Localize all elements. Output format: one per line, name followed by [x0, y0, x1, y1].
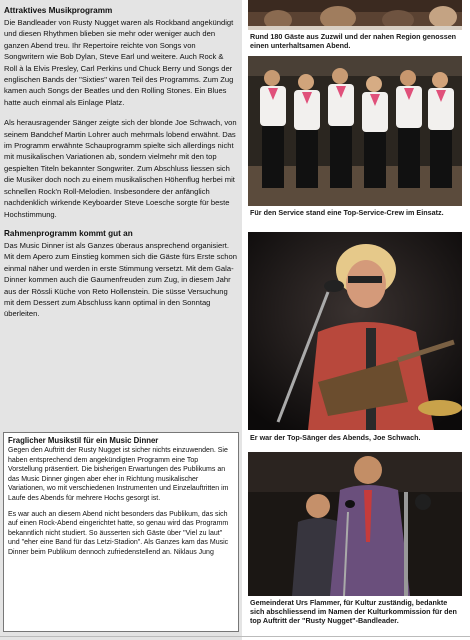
- commentary-paragraph: Es war auch an diesem Abend nicht besonders das Publikum, das sich auf einen Rock-Abend eingerichtet hatte, so genau wird das Programm bekanntlich nicht studiert. So äusserten sich Gäste über "Viel zu laut" und "eher eine Band für das Letzi-Stadion". Als Ganzes kam das Music Dinner beim Publikum dennoch zufriedenstellend an. Niklaus Jung: [8, 510, 229, 556]
- caption-singer: Er war der Top-Sänger des Abends, Joe Schwach.: [250, 433, 421, 442]
- section-heading-rahmenprogramm: Rahmenprogramm kommt gut an: [4, 228, 133, 238]
- photo-singer: [248, 232, 462, 430]
- photo-column: [248, 0, 462, 640]
- commentary-heading: Fraglicher Musikstil für ein Music Dinner: [8, 436, 159, 445]
- caption-gemeinderat: Gemeinderat Urs Flammer, für Kultur zuständig, bedankte sich abschliessend im Namen der Kulturkommission für den top Auftritt der "Rusty Nugget"-Bandleader.: [250, 598, 457, 625]
- photo-gemeinderat: [248, 452, 462, 596]
- paragraph: Die Bandleader von Rusty Nugget waren als Rockband angekündigt und diesen Rhythmen blieben sie mehr oder weniger auch den ganzen Abend treu. Ihr Repertoire reichte von Songs von Songwritern wie Bob Dylan, Steve Earl und weitere. Auch Rock & Roll à la Elvis Presley, Carl Perkins und Chuck Berry und Songs der englischen Bands der "Sixties" waren Teil des Programms. Zum Zug kamen auch Songs der Beatles und den Rolling Stones. Ein Blues hatte auch einmal als Einlage Platz.: [4, 18, 234, 107]
- caption-guests: Rund 180 Gäste aus Zuzwil und der nahen Region genossen einen unterhaltsamen Abend.: [250, 32, 457, 50]
- paragraph: Das Music Dinner ist als Ganzes überaus ansprechend organisiert. Mit dem Apero zum Einstieg kommen sich die Gäste fürs Erste schon einmal näher und werden in erste Stimmung versetzt. Mit dem Gala-Dinner kommen auch die Gaumenfreuden zum Zug, in diesem Jahr aus der Rössli Küche von Reto Hollenstein. Die süsse Versuchung mit dem Dessert zum Abschluss kann optimal in den Sonntag überleiten.: [4, 240, 237, 319]
- photo-service-crew: [248, 56, 462, 206]
- commentary-box: [3, 432, 239, 632]
- commentary-paragraph: Gegen den Auftritt der Rusty Nugget ist sicher nichts einzuwenden. Sie haben entsprechend dem angekündigten Programm eine Top Vorstellung präsentiert. Die bisherigen Erwartungen des Publikums an das Music Dinner gingen aber eher in Richtung musikalischer Variationen, wo mit verschiedenen Instrumenten und Einzelauftritten im Laufe des Abends für mehrere Hochs gesorgt ist.: [8, 447, 229, 502]
- caption-service-crew: Für den Service stand eine Top-Service-Crew im Einsatz.: [250, 208, 444, 217]
- photo-guests: [248, 0, 462, 30]
- paragraph: Als herausragender Sänger zeigte sich der blonde Joe Schwach, von seinem Bandchef Martin Lohrer auch mehrmals lobend erwähnt. Das im Programm erwähnte Schauprogramm spielte sich allerdings nicht mit musikalischen Variationen ab, sondern vielmehr mit den top gespielten Titeln bekannter Songwriter. Zum Abschluss liessen sich die Musiker doch noch zu einem musikalischen Höhenflug herbei mit schnellen Rock'n Roll-Melodien. Insbesondere der anfänglich nachdenklich wirkende Keyboarder Steve Loesche sorgte für beste Hochstimmung.: [4, 118, 237, 219]
- bottom-divider: [0, 636, 470, 637]
- section-heading-musikprogramm: Attraktives Musikprogramm: [4, 6, 113, 15]
